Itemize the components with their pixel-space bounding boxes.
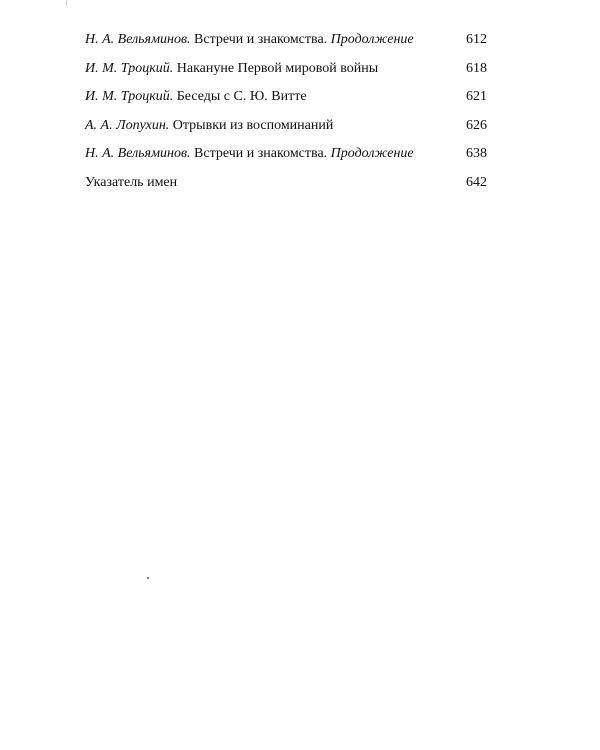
toc-entry xyxy=(85,59,487,88)
table-of-contents xyxy=(85,30,487,202)
toc-page-number: 621 xyxy=(466,89,487,105)
toc-page-number: 626 xyxy=(466,117,487,133)
toc-entry xyxy=(85,173,487,202)
toc-title: Встречи и знакомства. xyxy=(194,146,328,162)
toc-author: Н. А. Вельяминов. xyxy=(85,32,191,47)
toc-title: Указатель имен xyxy=(85,174,178,190)
toc-title-extension: Продолжение xyxy=(330,32,414,47)
toc-page-number: 642 xyxy=(466,174,487,190)
toc-entry xyxy=(85,144,487,173)
toc-title: Отрывки из воспоминаний xyxy=(172,117,334,133)
scan-speck xyxy=(147,577,149,579)
scan-edge-mark xyxy=(66,0,67,6)
toc-title: Беседы с С. Ю. Витте xyxy=(176,89,307,105)
toc-entry xyxy=(85,87,487,116)
toc-author: И. М. Троцкий. xyxy=(85,60,174,76)
toc-author: И. М. Троцкий. xyxy=(85,89,174,105)
toc-title: Накануне Первой мировой войны xyxy=(176,60,379,76)
toc-page-number: 618 xyxy=(466,60,487,76)
toc-entry xyxy=(85,116,487,145)
toc-entry xyxy=(85,30,487,59)
toc-page-number: 612 xyxy=(466,32,487,47)
toc-page-number: 638 xyxy=(466,146,487,162)
toc-author: А. А. Лопухин. xyxy=(85,117,170,133)
toc-author: Н. А. Вельяминов. xyxy=(85,146,191,162)
toc-title-extension: Продолжение xyxy=(330,146,414,162)
toc-title: Встречи и знакомства. xyxy=(194,32,328,47)
